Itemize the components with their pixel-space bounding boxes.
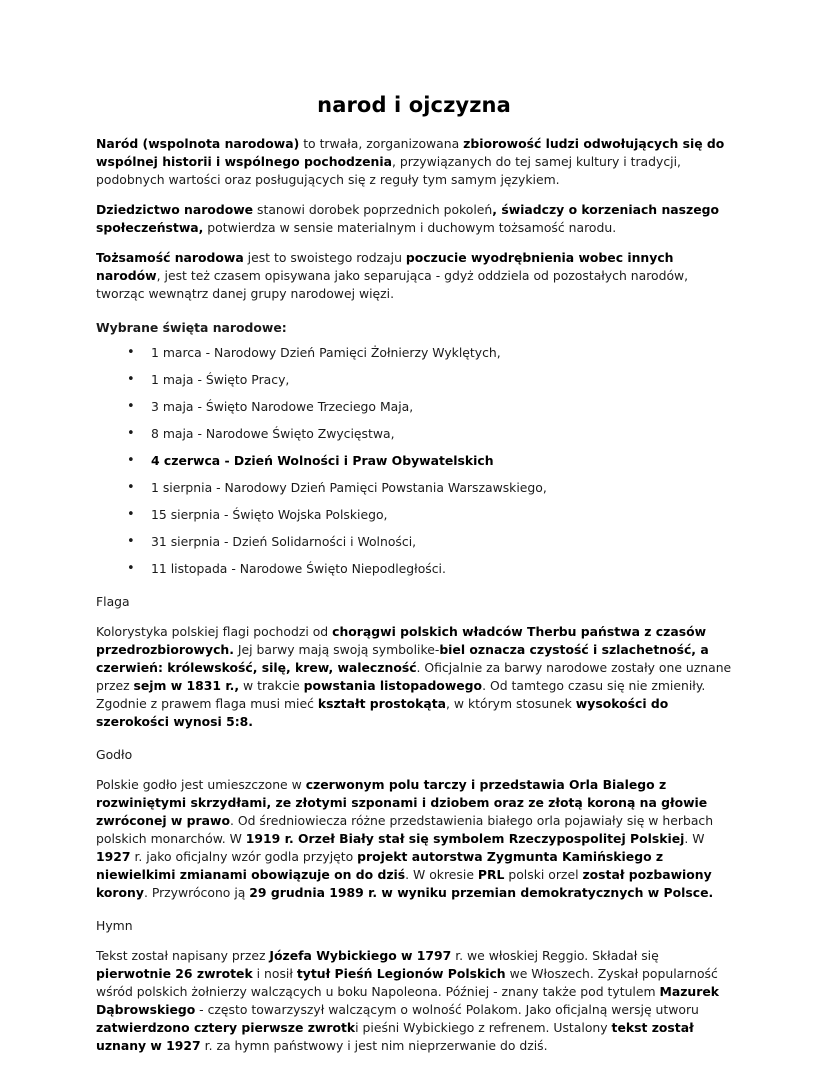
hymn-bold-3: tytuł Pieśń Legionów Polskich xyxy=(296,966,506,982)
dziedzictwo-text-1: stanowi dorobek poprzednich pokoleń xyxy=(253,202,493,218)
list-item xyxy=(96,344,732,362)
hymn-heading: Hymn xyxy=(96,918,133,934)
list-item xyxy=(96,560,732,578)
godlo-bold-3: 1927 xyxy=(96,849,131,865)
paragraph-hymn xyxy=(96,935,732,1055)
godlo-text-2: . Od średniowiecza różne przedstawienia białego orla pojawiały się w herbach polskich monarchów. W xyxy=(96,813,714,847)
hymn-text-7: r. za hymn państwowy i jest nim nieprzerwanie do dziś. xyxy=(200,1038,548,1054)
godlo-text-1: Polskie godło jest umieszczone w xyxy=(96,777,306,793)
list-item-label: 31 sierpnia - Dzień Solidarności i Wolności, xyxy=(151,534,417,550)
paragraph-godlo xyxy=(96,764,732,902)
narod-bold-2: zbiorowość ludzi odwołujących się do wspólnej historii i wspólnego pochodzenia xyxy=(96,136,725,170)
bullet-icon: • xyxy=(127,426,135,442)
bullet-icon: • xyxy=(127,345,135,361)
list-item-label: 4 czerwca - Dzień Wolności i Praw Obywatelskich xyxy=(151,453,494,469)
flaga-text-1: Kolorystyka polskiej flagi pochodzi od xyxy=(96,624,333,640)
godlo-bold-6: został pozbawiony korony xyxy=(96,867,712,901)
flaga-bold-6: wysokości do szerokości wynosi 5:8. xyxy=(96,696,669,730)
holidays-list xyxy=(96,337,732,578)
list-item xyxy=(96,398,732,416)
bullet-icon: • xyxy=(127,453,135,469)
godlo-heading: Godło xyxy=(96,747,133,763)
hymn-text-1: Tekst został napisany przez xyxy=(96,948,270,964)
bullet-icon: • xyxy=(127,561,135,577)
list-item xyxy=(96,425,732,443)
list-item-label: 1 sierpnia - Narodowy Dzień Pamięci Powstania Warszawskiego, xyxy=(151,480,547,496)
flaga-text-3: . Oficjalnie za barwy narodowe zostały one uznane przez xyxy=(96,660,732,694)
godlo-text-6: polski orzel xyxy=(504,867,583,883)
paragraph-dziedzictwo xyxy=(96,189,732,237)
godlo-text-3: . W xyxy=(684,831,705,847)
hymn-bold-1: Józefa Wybickiego w 1797 xyxy=(269,948,452,964)
list-item-label: 15 sierpnia - Święto Wojska Polskiego, xyxy=(151,507,388,523)
hymn-bold-2: pierwotnie 26 zwrotek xyxy=(96,966,253,982)
list-item xyxy=(96,479,732,497)
list-item-label: 8 maja - Narodowe Święto Zwycięstwa, xyxy=(151,426,395,442)
narod-text-1: to trwała, zorganizowana xyxy=(299,136,464,152)
hymn-text-3: i nosił xyxy=(252,966,297,982)
hymn-text-5: - często towarzyszył walczącym o wolność Polakom. Jako oficjalną wersję utworu xyxy=(195,1002,699,1018)
list-item-label: 3 maja - Święto Narodowe Trzeciego Maja, xyxy=(151,399,414,415)
dziedzictwo-term: Dziedzictwo narodowe xyxy=(96,202,254,218)
bullet-icon: • xyxy=(127,507,135,523)
godlo-bold-7: 29 grudnia 1989 r. w wyniku przemian demokratycznych w Polsce. xyxy=(249,885,714,901)
bullet-icon: • xyxy=(127,534,135,550)
godlo-text-4: r. jako oficjalny wzór godla przyjęto xyxy=(130,849,358,865)
flaga-text-4: w trakcie xyxy=(239,678,304,694)
flaga-text-6: , w którym stosunek xyxy=(446,696,576,712)
hymn-bold-4: Mazurek Dąbrowskiego xyxy=(96,984,719,1018)
flaga-bold-1: chorągwi polskich władców Therbu państwa z czasów przedrozbiorowych. xyxy=(96,624,707,658)
list-item xyxy=(96,506,732,524)
list-item xyxy=(96,533,732,551)
tozsamosc-term: Tożsamość narodowa xyxy=(96,250,244,266)
tozsamosc-text-tail: , jest też czasem opisywana jako separująca - gdyż oddziela od pozostałych narodów, tworząc wewnątrz danej grupy narodowej więzi. xyxy=(96,268,689,302)
dziedzictwo-text-tail: potwierdza w sensie materialnym i duchowym tożsamość narodu. xyxy=(203,220,617,236)
flaga-heading: Flaga xyxy=(96,594,130,610)
flaga-bold-4: powstania listopadowego xyxy=(303,678,483,694)
list-item xyxy=(96,371,732,389)
hymn-text-6: i pieśni Wybickiego z refrenem. Ustalony xyxy=(355,1020,612,1036)
hymn-text-2: r. we włoskiej Reggio. Składał się xyxy=(451,948,659,964)
hymn-bold-6: tekst został uznany w 1927 xyxy=(96,1020,694,1054)
paragraph-narod xyxy=(96,118,732,189)
flaga-bold-3: sejm w 1831 r., xyxy=(133,678,240,694)
paragraph-flaga xyxy=(96,611,732,731)
godlo-text-7: . Przywrócono ją xyxy=(143,885,250,901)
hymn-text-4: we Włoszech. Zyskał popularność wśród polskich żołnierzy walczących u boku Napoleona. Później - znany także pod tytulem xyxy=(96,966,718,1000)
flaga-bold-2: biel oznacza czystość i szlachetność, a czerwień: królewskość, silę, krew, waleczność xyxy=(96,642,709,676)
tozsamosc-text-1: jest to swoistego rodzaju xyxy=(243,250,406,266)
flaga-text-5: . Od tamtego czasu się nie zmieniły. Zgodnie z prawem flaga musi mieć xyxy=(96,678,706,712)
dziedzictwo-bold-2: , świadczy o korzeniach naszego społeczeństwa, xyxy=(96,202,720,236)
godlo-bold-1: czerwonym polu tarczy i przedstawia Orla Bialego z rozwiniętymi skrzydłami, ze złotymi szponami i dziobem oraz ze złotą koroną na głowie zwróconej w prawo xyxy=(96,777,708,829)
paragraph-tozsamosc xyxy=(96,237,732,303)
page-title: narod i ojczyzna xyxy=(317,93,511,117)
bullet-icon: • xyxy=(127,399,135,415)
list-item-label: 1 marca - Narodowy Dzień Pamięci Żołnierzy Wyklętych, xyxy=(151,345,501,361)
bullet-icon: • xyxy=(127,480,135,496)
hymn-bold-5: zatwierdzono cztery pierwsze zwrotk xyxy=(96,1020,356,1036)
narod-term: Naród (wspolnota narodowa) xyxy=(96,136,300,152)
godlo-bold-4: projekt autorstwa Zygmunta Kamińskiego z niewielkimi zmianami obowiązuje on do dziś xyxy=(96,849,664,883)
list-item-label: 1 maja - Święto Pracy, xyxy=(151,372,290,388)
flaga-bold-5: kształt prostokąta xyxy=(317,696,446,712)
godlo-bold-2: 1919 r. Orzeł Biały stał się symbolem Rzeczypospolitej Polskiej xyxy=(245,831,685,847)
bullet-icon: • xyxy=(127,372,135,388)
godlo-bold-5: PRL xyxy=(477,867,505,883)
narod-text-tail: , przywiązanych do tej samej kultury i tradycji, podobnych wartości oraz posługujących się z reguły tym samym językiem. xyxy=(96,154,681,188)
flaga-text-2: Jej barwy mają swoją symbolike- xyxy=(233,642,440,658)
holidays-heading: Wybrane święta narodowe: xyxy=(96,320,287,336)
tozsamosc-bold-2: poczucie wyodrębnienia wobec innych narodów xyxy=(96,250,674,284)
godlo-text-5: . W okresie xyxy=(405,867,478,883)
list-item-label: 11 listopada - Narodowe Święto Niepodległości. xyxy=(151,561,446,577)
list-item xyxy=(96,452,732,470)
